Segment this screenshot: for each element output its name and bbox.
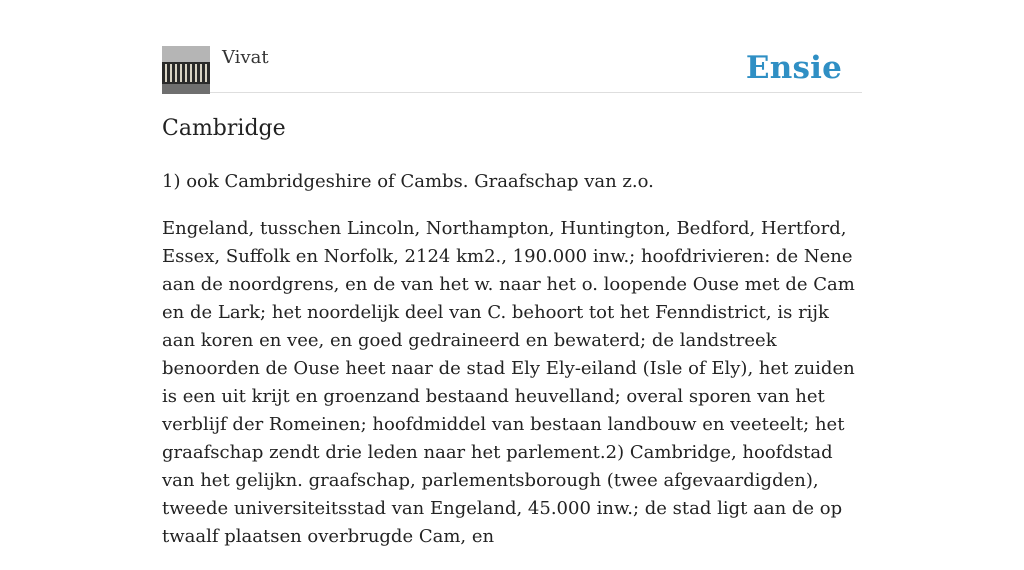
avatar-image: [162, 46, 210, 94]
article-body: [162, 168, 864, 570]
site-header: [162, 46, 862, 93]
author-avatar[interactable]: [162, 46, 210, 94]
article-title: Cambridge: [162, 116, 286, 141]
article-paragraph: 1) ook Cambridgeshire of Cambs. Graafschap van z.o.: [162, 171, 654, 192]
brand-logo-link[interactable]: Ensie: [745, 50, 842, 86]
author-name[interactable]: Vivat: [222, 47, 269, 68]
article-paragraph: Engeland, tusschen Lincoln, Northampton, Huntington, Bedford, Hertford, Essex, Suffolk en Norfolk, 2124 km2., 190.000 inw.; hoofdrivieren: de Nene aan de noordgrens, en de van het w. naar het o. loopende Ouse met de Cam en de Lark; het noordelijk deel van C. behoort tot het Fenndistrict, is rijk aan koren en vee, en goed gedraineerd en bewaterd; de landstreek benoorden de Ouse heet naar de stad Ely Ely-eiland (Isle of Ely), het zuiden is een uit krijt en groenzand bestaand heuvelland; overal sporen van het verblijf der Romeinen; hoofdmiddel van bestaan landbouw en veeteelt; het graafschap zendt drie leden naar het parlement.2) Cambridge, hoofdstad van het gelijkn. graafschap, parlementsborough (twee afgevaardigden), tweede universiteitsstad van Engeland, 45.000 inw.; de stad ligt aan de op twaalf plaatsen overbrugde Cam, en: [162, 218, 855, 547]
